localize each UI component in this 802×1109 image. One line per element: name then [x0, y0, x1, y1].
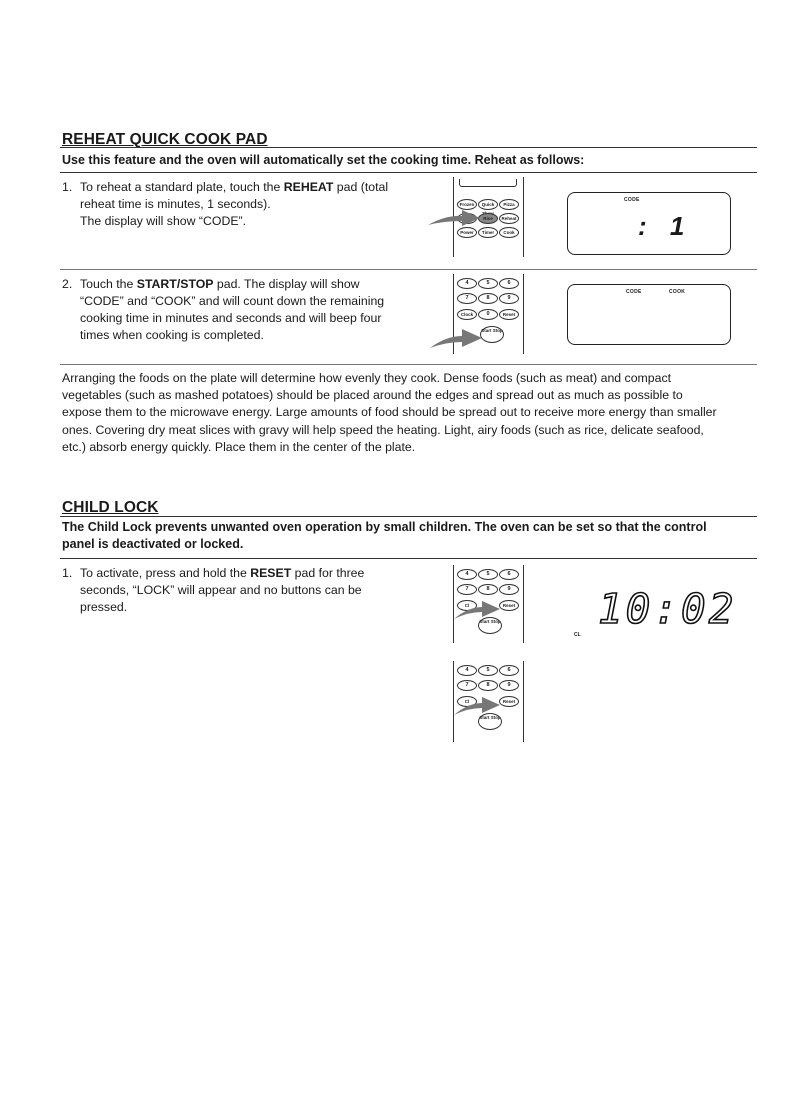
reheat-keypad-illustration: [453, 177, 524, 257]
reheat-display-code: [567, 192, 731, 255]
key-6: 6: [499, 665, 519, 676]
press-arrow-icon: [452, 695, 502, 717]
reheat-heading-rule: [60, 147, 757, 148]
key-7: 7: [457, 584, 477, 595]
childlock-display-digits: 10:02: [598, 585, 737, 633]
key-8: 8: [478, 293, 498, 304]
key-start-stop: Start Stop: [478, 713, 502, 730]
childlock-step1-text: To activate, press and hold the RESET pad for three seconds, “LOCK” will appear and no buttons can be pressed.: [80, 566, 365, 614]
press-arrow-icon: [426, 207, 482, 229]
key-5: 5: [478, 569, 498, 580]
key-reset: Reset: [499, 600, 519, 611]
key-4: 4: [457, 665, 477, 676]
display-code-tag: CODE: [624, 197, 640, 203]
childlock-heading-rule: [60, 516, 757, 517]
key-pizza: Pizza: [499, 199, 519, 210]
key-start-stop: Start Stop: [478, 617, 502, 634]
key-clock: Cl: [457, 600, 477, 611]
reheat-heading: REHEAT QUICK COOK PAD: [62, 131, 268, 148]
childlock-display-cl-tag: CL: [574, 632, 581, 638]
key-5: 5: [478, 278, 498, 289]
key-6: 6: [499, 278, 519, 289]
key-power: Power: [457, 227, 477, 238]
key-7: 7: [457, 293, 477, 304]
key-reheat: Reheat: [499, 213, 519, 224]
press-arrow-icon: [452, 599, 502, 621]
reheat-display-code-cook: [567, 284, 731, 345]
key-frozen: Frozen: [457, 199, 477, 210]
childlock-keypad-illustration-2: [453, 661, 524, 742]
key-4: 4: [457, 278, 477, 289]
childlock-keypad-illustration: [453, 565, 524, 643]
key-clock: Cl: [457, 696, 477, 707]
keypad-display-window: [459, 179, 517, 187]
key-0: 0: [478, 309, 498, 320]
childlock-step1-number: 1.: [62, 566, 73, 580]
key-rice: Rice: [478, 213, 498, 224]
key-9: 9: [499, 584, 519, 595]
key-clock: Clock: [457, 309, 477, 320]
display-code-tag: CODE: [626, 289, 642, 295]
key-cook: Cook: [499, 227, 519, 238]
key-9: 9: [499, 293, 519, 304]
key-7: 7: [457, 680, 477, 691]
reheat-intro-rule: [60, 172, 757, 173]
key-4: 4: [457, 569, 477, 580]
key-reset: Reset: [499, 696, 519, 707]
childlock-intro-rule: [60, 558, 757, 559]
reheat-step2-rule: [60, 364, 757, 365]
reheat-intro: Use this feature and the oven will automatically set the cooking time. Reheat as follows:: [62, 153, 585, 167]
key-8: 8: [478, 680, 498, 691]
reheat-arranging-paragraph: Arranging the foods on the plate will determine how evenly they cook. Dense foods (such as meat) and compact vegetables (such as mashed potatoes) should be placed around the edges and spread out as much as possible to expose them to the microwave energy. Large amounts of food should be spread out to receive more energy than smaller ones. Covering dry meat slices with gravy will help speed the heating. Light, airy foods (such as rice, delicate seafood, etc.) absorb energy quickly. Place them in the center of the plate.: [62, 371, 717, 454]
press-arrow-icon: [428, 326, 484, 350]
startstop-keypad-illustration: [453, 274, 524, 354]
key-timer: Timer: [478, 227, 498, 238]
reheat-step1-text: To reheat a standard plate, touch the REHEAT pad (total reheat time is minutes, 1 seconds). The display will show “CODE”.: [80, 180, 389, 228]
reheat-step1-number: 1.: [62, 180, 73, 194]
display-digits: : 1: [638, 211, 693, 241]
childlock-heading: CHILD LOCK: [62, 499, 159, 516]
key-8: 8: [478, 584, 498, 595]
childlock-intro: The Child Lock prevents unwanted oven operation by small children. The oven can be set so that the control panel is deactivated or locked.: [62, 520, 707, 551]
reheat-step1-rule: [60, 269, 757, 270]
key-start-stop: Start Stop: [480, 326, 504, 343]
key-9: 9: [499, 680, 519, 691]
display-cook-tag: COOK: [669, 289, 686, 295]
key-6: 6: [499, 569, 519, 580]
reheat-step2-number: 2.: [62, 277, 73, 291]
reheat-step2-text: Touch the START/STOP pad. The display will show “CODE” and “COOK” and will count down the remaining cooking time in minutes and seconds and will beep four times when cooking is completed.: [80, 277, 385, 342]
key-quick-thaw: Quick: [478, 199, 498, 210]
key-reset: Reset: [499, 309, 519, 320]
key-5: 5: [478, 665, 498, 676]
